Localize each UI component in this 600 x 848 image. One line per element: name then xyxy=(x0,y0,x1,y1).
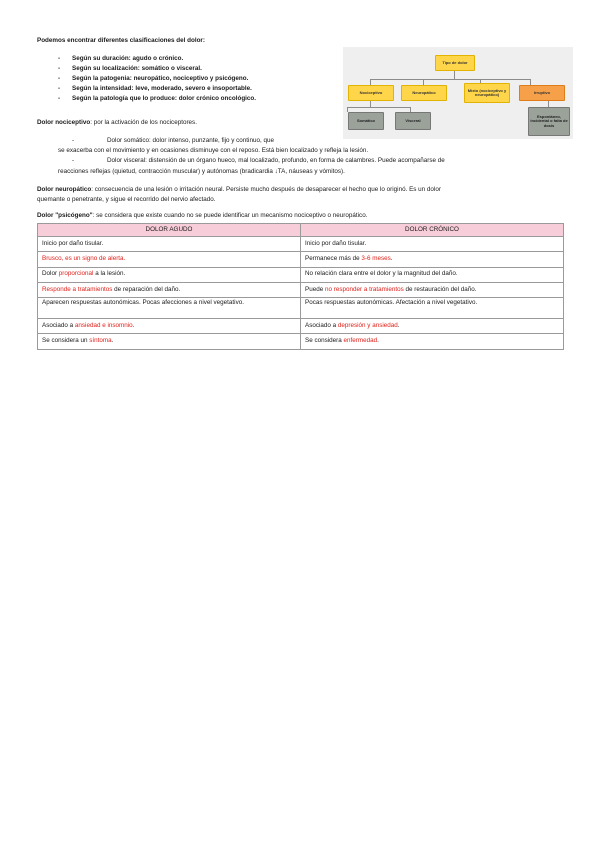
table-header-row xyxy=(38,224,564,237)
diagram-node-neuropathic: Neuropático xyxy=(401,85,447,101)
neuropathic-paragraph xyxy=(37,186,441,195)
highlighted-text: Responde a tratamientos xyxy=(42,285,113,293)
cell-text: . xyxy=(111,337,114,345)
cell-text: Se considera un xyxy=(42,337,90,345)
cell-text: de reparación del daño. xyxy=(112,285,181,293)
cell-text: a la lesión. xyxy=(93,270,126,278)
table-row xyxy=(38,319,564,334)
diagram-connector xyxy=(370,79,530,80)
classification-list xyxy=(58,55,256,105)
cell-text: Puede xyxy=(305,285,325,293)
acute-cell xyxy=(38,252,301,267)
table-row xyxy=(38,282,564,297)
highlighted-text: depresión y ansiedad xyxy=(337,322,398,330)
acute-cell xyxy=(38,334,301,349)
somatic-line-1: Dolor somático: dolor intenso, punzante, fijo y continuo, que xyxy=(107,137,274,144)
neuropathic-title: Dolor neuropático xyxy=(37,186,92,193)
chronic-cell xyxy=(301,334,564,349)
list-item: - Según la patogenia: neuropático, nociceptivo y psicógeno. xyxy=(58,75,256,84)
pain-types-diagram xyxy=(343,47,573,139)
diagram-node-irruptive: Irruptivo xyxy=(519,85,565,101)
table-row xyxy=(38,298,564,319)
list-item: - Según la patología que lo produce: dolor crónico oncológico. xyxy=(58,95,256,104)
highlighted-text: enfermedad xyxy=(343,337,378,345)
cell-text: . xyxy=(397,322,400,330)
visceral-dash: - xyxy=(72,157,75,164)
diagram-node-nociceptive: Nociceptivo xyxy=(348,85,394,101)
header-chronic: DOLOR CRÓNICO xyxy=(301,224,564,237)
diagram-node-mixed: Mixto (nociceptivo y neuropático) xyxy=(464,83,510,103)
acute-cell xyxy=(38,267,301,282)
highlighted-text: no responder a tratamientos xyxy=(324,285,404,293)
table-body xyxy=(38,237,564,350)
cell-text: Permanece más de xyxy=(305,255,362,263)
highlighted-text: Brusco, es un signo de alerta. xyxy=(42,255,126,263)
cell-text: Aparecen respuestas autonómicas. Pocas afecciones a nivel vegetativo. xyxy=(42,299,244,307)
diagram-connector xyxy=(347,107,410,108)
neuropathic-line-2: quemante o penetrante, y sigue el recorrido del nervio afectado. xyxy=(37,196,216,203)
diagram-node-visceral: Visceral xyxy=(395,112,431,130)
cell-text: Inicio por daño tisular. xyxy=(42,239,104,247)
visceral-line-2: reacciones reflejas (quietud, contracción muscular) y autónomas (bradicardia ↓TA, náuseas y vómitos). xyxy=(58,168,345,175)
pain-comparison-table xyxy=(37,223,564,350)
chronic-cell xyxy=(301,282,564,297)
diagram-node-spontaneous: Espontáneo, incidental o falta de dosis xyxy=(528,107,570,136)
highlighted-text: ansiedad e insomnio xyxy=(74,322,133,330)
list-item: - Según su localización: somático o visceral. xyxy=(58,65,256,74)
cell-text: Asociado a xyxy=(305,322,338,330)
cell-text: Dolor xyxy=(42,270,59,278)
list-item: - Según la intensidad: leve, moderado, severo e insoportable. xyxy=(58,85,256,94)
chronic-cell xyxy=(301,237,564,252)
somatic-dash: - xyxy=(72,137,75,144)
cell-text: Inicio por daño tisular. xyxy=(305,239,367,247)
cell-text: Se considera xyxy=(305,337,344,345)
diagram-root-node: Tipo de dolor xyxy=(435,55,475,71)
header-acute: DOLOR AGUDO xyxy=(38,224,301,237)
chronic-cell xyxy=(301,267,564,282)
somatic-line-2: se exacerba con el movimiento y en ocasiones disminuye con el reposo. Está bien localizado y refleja la lesión. xyxy=(58,147,369,154)
cell-text: No relación clara entre el dolor y la magnitud del daño. xyxy=(305,270,458,278)
cell-text: Pocas respuestas autonómicas. Afectación a nivel vegetativo. xyxy=(305,299,478,307)
diagram-node-somatic: Somático xyxy=(348,112,384,130)
psychogenic-paragraph xyxy=(37,212,367,221)
psychogenic-text: : se considera que existe cuando no se puede identificar un mecanismo nociceptivo o neuropático. xyxy=(92,212,368,219)
chronic-cell xyxy=(301,252,564,267)
table-row xyxy=(38,237,564,252)
diagram-connector xyxy=(454,70,455,79)
visceral-line-1: Dolor visceral: distensión de un órgano hueco, mal localizado, profundo, en forma de calambres. Puede acompañarse de xyxy=(107,157,445,164)
highlighted-text: 3-6 meses xyxy=(361,255,391,263)
highlighted-text: proporcional xyxy=(58,270,94,278)
acute-cell xyxy=(38,319,301,334)
nociceptive-title: Dolor nociceptivo xyxy=(37,119,91,126)
table-row xyxy=(38,252,564,267)
nociceptive-text: : por la activación de los nociceptores. xyxy=(90,119,197,126)
neuropathic-line-1: : consecuencia de una lesión o irritación neural. Persiste mucho después de desaparecer el hecho que lo originó. Es un dolor xyxy=(91,186,441,193)
cell-text: . xyxy=(390,255,393,263)
acute-cell xyxy=(38,298,301,319)
cell-text: . xyxy=(132,322,135,330)
table-row xyxy=(38,334,564,349)
psychogenic-title: Dolor "psicógeno" xyxy=(37,212,93,219)
list-item: - Según su duración: agudo o crónico. xyxy=(58,55,256,64)
intro-text: Podemos encontrar diferentes clasificaciones del dolor: xyxy=(37,37,205,44)
cell-text: Asociado a xyxy=(42,322,75,330)
acute-cell xyxy=(38,282,301,297)
acute-cell xyxy=(38,237,301,252)
chronic-cell xyxy=(301,319,564,334)
cell-text: de restauración del daño. xyxy=(403,285,477,293)
table-row xyxy=(38,267,564,282)
cell-text: . xyxy=(377,337,379,345)
nociceptive-paragraph xyxy=(37,119,197,128)
highlighted-text: síntoma xyxy=(89,337,112,345)
chronic-cell xyxy=(301,298,564,319)
